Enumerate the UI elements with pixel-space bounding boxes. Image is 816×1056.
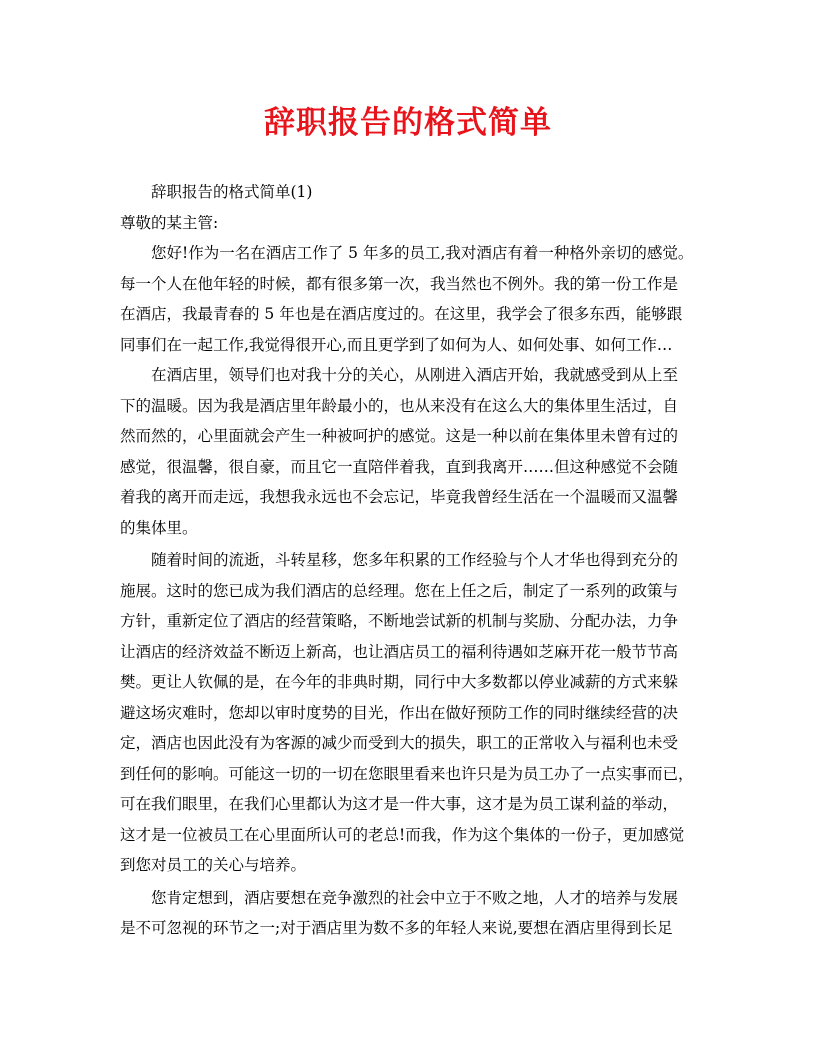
paragraph-2-line-6: 的集体里。 bbox=[120, 518, 198, 537]
paragraph-3-line-5: 樊。更让人钦佩的是，在今年的非典时期，同行中大多数都以停业减薪的方式来躲 bbox=[120, 673, 679, 691]
paragraph-1-line-4: 同事们在一起工作,我觉得很开心,而且更学到了如何为人、如何处事、如何工作… bbox=[120, 335, 673, 354]
paragraph-3-line-6: 避这场灾难时，您却以审时度势的目光，作出在做好预防工作的同时继续经营的决 bbox=[120, 703, 679, 722]
document-title: 辞职报告的格式简单 bbox=[264, 105, 552, 141]
paragraph-1-line-1: 您好!作为一名在酒店工作了 5 年多的员工,我对酒店有着一种格外亲切的感觉。 bbox=[151, 244, 694, 262]
paragraph-3-line-8: 到任何的影响。可能这一切的一切在您眼里看来也许只是为员工办了一点实事而已， bbox=[120, 764, 694, 783]
paragraph-2-line-4: 感觉，很温馨，很自豪，而且它一直陪伴着我，直到我离开……但这种感觉不会随 bbox=[120, 457, 679, 476]
paragraph-1-line-3: 在酒店，我最青春的 5 年也是在酒店度过的。在这里，我学会了很多东西，能够跟 bbox=[120, 305, 683, 323]
document-body bbox=[120, 177, 698, 944]
paragraph-2-line-1: 在酒店里，领导们也对我十分的关心，从刚进入酒店开始，我就感受到从上至 bbox=[151, 366, 679, 384]
document-subtitle: 辞职报告的格式简单(1) bbox=[151, 183, 313, 201]
paragraph-3-line-3: 方针，重新定位了酒店的经营策略，不断地尝试新的机制与奖励、分配办法，力争 bbox=[120, 612, 679, 630]
paragraph-3-line-11: 到您对员工的关心与培养。 bbox=[120, 856, 307, 874]
paragraph-3-line-9: 可在我们眼里，在我们心里都认为这才是一件大事，这才是为员工谋利益的举动， bbox=[120, 795, 679, 813]
paragraph-2-line-5: 着我的离开而走远，我想我永远也不会忘记，毕竟我曾经生活在一个温暖而又温馨 bbox=[120, 488, 679, 506]
paragraph-2-line-3: 然而然的，心里面就会产生一种被呵护的感觉。这是一种以前在集体里未曾有过的 bbox=[120, 427, 679, 445]
paragraph-3-line-10: 这才是一位被员工在心里面所认可的老总!而我，作为这个集体的一份子，更加感觉 bbox=[120, 825, 685, 844]
paragraph-3-line-4: 让酒店的经济效益不断迈上新高，也让酒店员工的福利待遇如芝麻开花一般节节高 bbox=[120, 642, 679, 661]
paragraph-3-line-2: 施展。这时的您已成为我们酒店的总经理。您在上任之后，制定了一系列的政策与 bbox=[120, 581, 679, 600]
paragraph-4-line-2: 是不可忽视的环节之一;对于酒店里为数不多的年轻人来说,要想在酒店里得到长足 bbox=[120, 919, 673, 937]
paragraph-1-line-2: 每一个人在他年轻的时候，都有很多第一次，我当然也不例外。我的第一份工作是 bbox=[120, 274, 679, 293]
paragraph-4-line-1: 您肯定想到，酒店要想在竞争激烈的社会中立于不败之地，人才的培养与发展 bbox=[151, 888, 679, 907]
salutation: 尊敬的某主管: bbox=[120, 213, 219, 232]
paragraph-3-line-1: 随着时间的流逝，斗转星移，您多年积累的工作经验与个人才华也得到充分的 bbox=[151, 551, 679, 569]
paragraph-3-line-7: 定，酒店也因此没有为客源的减少而受到大的损失，职工的正常收入与福利也未受 bbox=[120, 734, 679, 752]
paragraph-2-line-2: 下的温暖。因为我是酒店里年龄最小的，也从来没有在这么大的集体里生活过，自 bbox=[120, 396, 679, 415]
